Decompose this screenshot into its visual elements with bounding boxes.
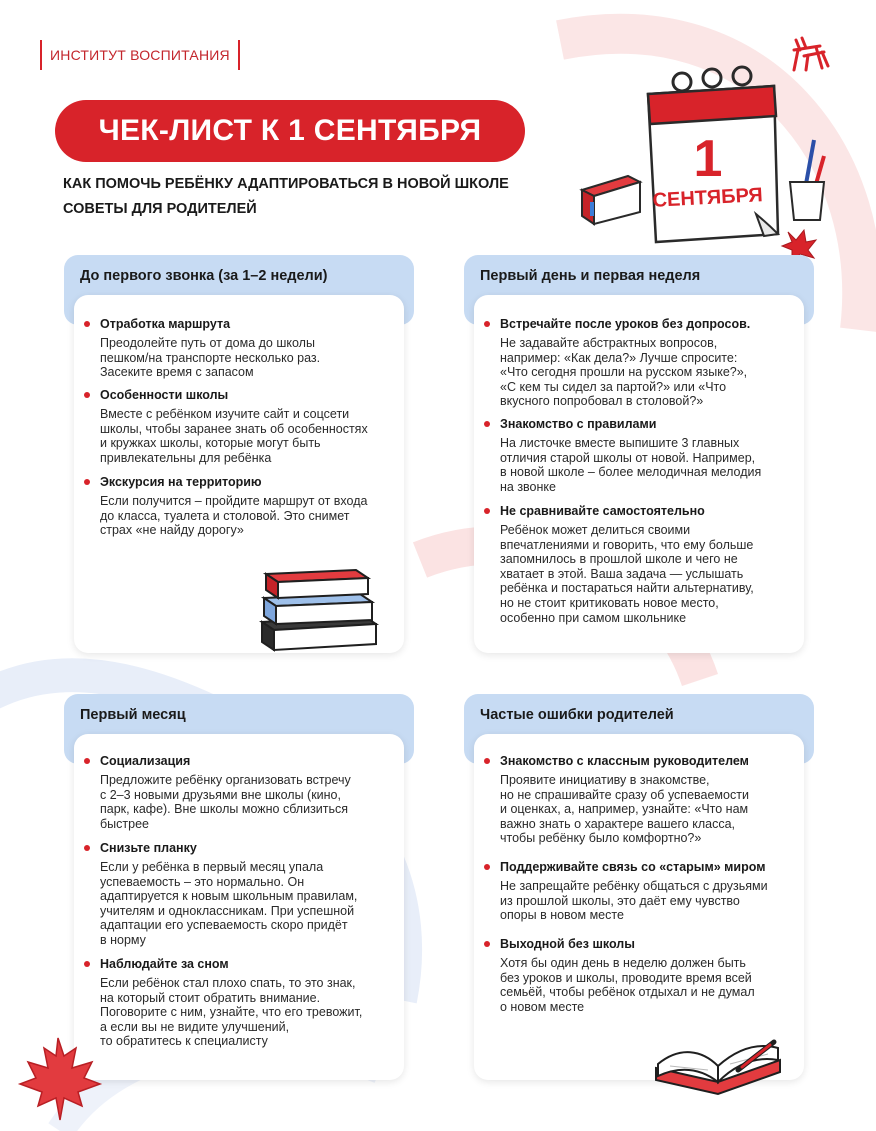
item-title: Снизьте планку <box>100 840 357 856</box>
item-line: хватает в этой. Ваша задача — услышать <box>500 566 744 581</box>
item-title: Знакомство с классным руководителем <box>500 754 749 768</box>
item-line: а если вы не видите улучшений, <box>100 1019 290 1034</box>
subtitle-line-2: СОВЕТЫ ДЛЯ РОДИТЕЛЕЙ <box>63 201 257 217</box>
subtitle <box>63 172 583 222</box>
item-text <box>100 773 351 831</box>
item-text <box>100 407 368 465</box>
item-line: Если получится – пройдите маршрут от входа <box>100 494 368 508</box>
card-first-month <box>64 694 414 1080</box>
item-line: «Что сегодня прошли на русском языке?», <box>500 365 748 380</box>
card-heading: Первый день и первая неделя <box>480 268 701 284</box>
list-item <box>100 316 320 380</box>
item-line: привлекательны для ребёнка <box>100 450 272 465</box>
item-line: особенно при самом школьнике <box>500 610 687 625</box>
item-title: Выходной без школы <box>500 936 755 952</box>
item-line: с 2–3 новыми друзьями вне школы (кино, <box>100 787 341 802</box>
item-line: из прошлой школы, это даёт ему чувство <box>500 893 740 908</box>
item-line: и кружках школы, которые могут быть <box>100 436 321 451</box>
item-line: страх «не найду дорогу» <box>100 523 244 538</box>
calendar-day: 1 <box>693 130 723 188</box>
item-line: Если ребёнок стал плохо спать, то это знак, <box>100 976 356 990</box>
item-line: Если у ребёнка в первый месяц упала <box>100 860 324 874</box>
item-line: пешком/на транспорте несколько раз. <box>100 350 321 365</box>
item-text <box>500 773 749 846</box>
book-icon <box>582 176 640 224</box>
item-title: Поддерживайте связь со «старым» миром <box>500 859 768 875</box>
books-stack-icon <box>256 560 382 656</box>
item-line: Ребёнок может делиться своими <box>500 523 691 537</box>
item-line: Хотя бы один день в неделю должен быть <box>500 956 746 970</box>
open-notebook-icon <box>650 1020 786 1098</box>
item-line: до класса, туалета и столовой. Это снимет <box>100 508 350 523</box>
item-line: например: «Как дела?» Лучше спросите: <box>500 350 738 365</box>
item-text <box>100 860 357 948</box>
item-line: без уроков и школы, проводите время всей <box>500 970 752 985</box>
card-heading: До первого звонка (за 1–2 недели) <box>80 268 328 284</box>
item-line: адаптируется к новым школьным правилам, <box>100 889 358 904</box>
item-line: и оценках, а, например, узнайте: «Что нам <box>500 802 749 817</box>
brand-name: ИНСТИТУТ ВОСПИТАНИЯ <box>40 40 240 70</box>
list-item <box>100 474 367 538</box>
item-line: школы, чтобы заранее знать об особенностях <box>100 421 368 436</box>
item-title: Социализация <box>100 753 351 769</box>
item-title: Экскурсия на территорию <box>100 474 367 490</box>
item-line: На листочке вместе выпишите 3 главных <box>500 436 740 450</box>
item-line: впечатлениями и говорить, что ему больше <box>500 537 754 552</box>
item-line: чтобы ребёнку было комфортно?» <box>500 831 702 846</box>
item-line: но не спрашивайте сразу об успеваемости <box>500 787 749 802</box>
list-item <box>500 316 750 409</box>
card-heading: Частые ошибки родителей <box>480 707 674 723</box>
maple-leaf-icon <box>14 1034 104 1124</box>
card-body <box>74 734 404 1080</box>
item-text <box>500 523 754 625</box>
item-line: о новом месте <box>500 999 585 1014</box>
item-text <box>500 436 761 494</box>
item-text <box>100 976 362 1049</box>
item-title: Не сравнивайте самостоятельно <box>500 503 754 519</box>
list-item <box>500 859 768 923</box>
calendar-icon <box>578 64 838 264</box>
item-line: «С кем ты сидел за партой?» или «Что <box>500 379 727 394</box>
item-line: Вместе с ребёнком изучите сайт и соцсети <box>100 407 350 421</box>
item-title: Знакомство с правилами <box>500 416 761 432</box>
item-title: Наблюдайте за сном <box>100 956 362 972</box>
item-line: быстрее <box>100 816 149 831</box>
item-line: Преодолейте путь от дома до школы <box>100 336 315 350</box>
item-line: адаптации его успеваемость скоро придёт <box>100 918 348 933</box>
item-line: Поговорите с ним, узнайте, что его тревожит, <box>100 1005 363 1020</box>
list-item <box>500 936 755 1014</box>
item-line: Засеките время с запасом <box>100 365 254 380</box>
item-title: Отработка маршрута <box>100 316 320 332</box>
item-line: ребёнка и постараться найти альтернативу, <box>500 581 754 596</box>
list-item <box>500 416 761 494</box>
item-text <box>500 956 755 1014</box>
list-item <box>100 956 362 1049</box>
item-text <box>500 879 768 923</box>
item-line: учителям и одноклассникам. При успешной <box>100 903 355 918</box>
page-title: ЧЕК-ЛИСТ К 1 СЕНТЯБРЯ <box>55 100 525 162</box>
list-item <box>100 840 357 948</box>
item-line: в норму <box>100 932 146 947</box>
pencil-cup-icon <box>790 140 824 220</box>
item-text <box>100 336 320 380</box>
item-line: парк, кафе). Вне школы можно сблизиться <box>100 802 349 817</box>
item-line: запомнилось в прошлой школе и чего не <box>500 552 738 567</box>
item-line: семьёй, чтобы ребёнок отдыхал и не думал <box>500 985 755 1000</box>
item-text <box>500 336 750 409</box>
item-line: Предложите ребёнку организовать встречу <box>100 773 351 787</box>
subtitle-line-1: КАК ПОМОЧЬ РЕБЁНКУ АДАПТИРОВАТЬСЯ В НОВОЙ ШКОЛЕ <box>63 176 509 192</box>
item-title: Особенности школы <box>100 387 368 403</box>
list-item <box>100 387 368 465</box>
list-item <box>100 753 351 831</box>
item-line: Не запрещайте ребёнку общаться с друзьями <box>500 879 768 893</box>
item-line: то обратитесь к специалисту <box>100 1034 268 1049</box>
item-line: вкусного попробовал в столовой?» <box>500 394 704 409</box>
list-item <box>500 753 749 846</box>
item-line: важно знать о характере вашего класса, <box>500 816 735 831</box>
card-heading: Первый месяц <box>80 707 186 723</box>
item-line: Проявите инициативу в знакомстве, <box>500 773 710 787</box>
item-line: Не задавайте абстрактных вопросов, <box>500 336 718 350</box>
item-line: но не стоит критиковать новое место, <box>500 595 719 610</box>
item-text <box>100 494 367 538</box>
item-line: успеваемость – это нормально. Он <box>100 874 305 889</box>
card-first-day-week <box>464 255 814 653</box>
item-line: отличия старой школы от новой. Например, <box>500 450 756 465</box>
item-line: на звонке <box>500 479 556 494</box>
list-item <box>500 503 754 625</box>
item-title: Встречайте после уроков без допросов. <box>500 317 751 331</box>
item-line: опоры в новом месте <box>500 908 624 923</box>
calendar-month: СЕНТЯБРЯ <box>652 184 764 212</box>
item-line: в новой школе – более мелодичная мелодия <box>500 465 762 480</box>
card-body <box>474 295 804 653</box>
item-line: на который стоит обратить внимание. <box>100 990 321 1005</box>
